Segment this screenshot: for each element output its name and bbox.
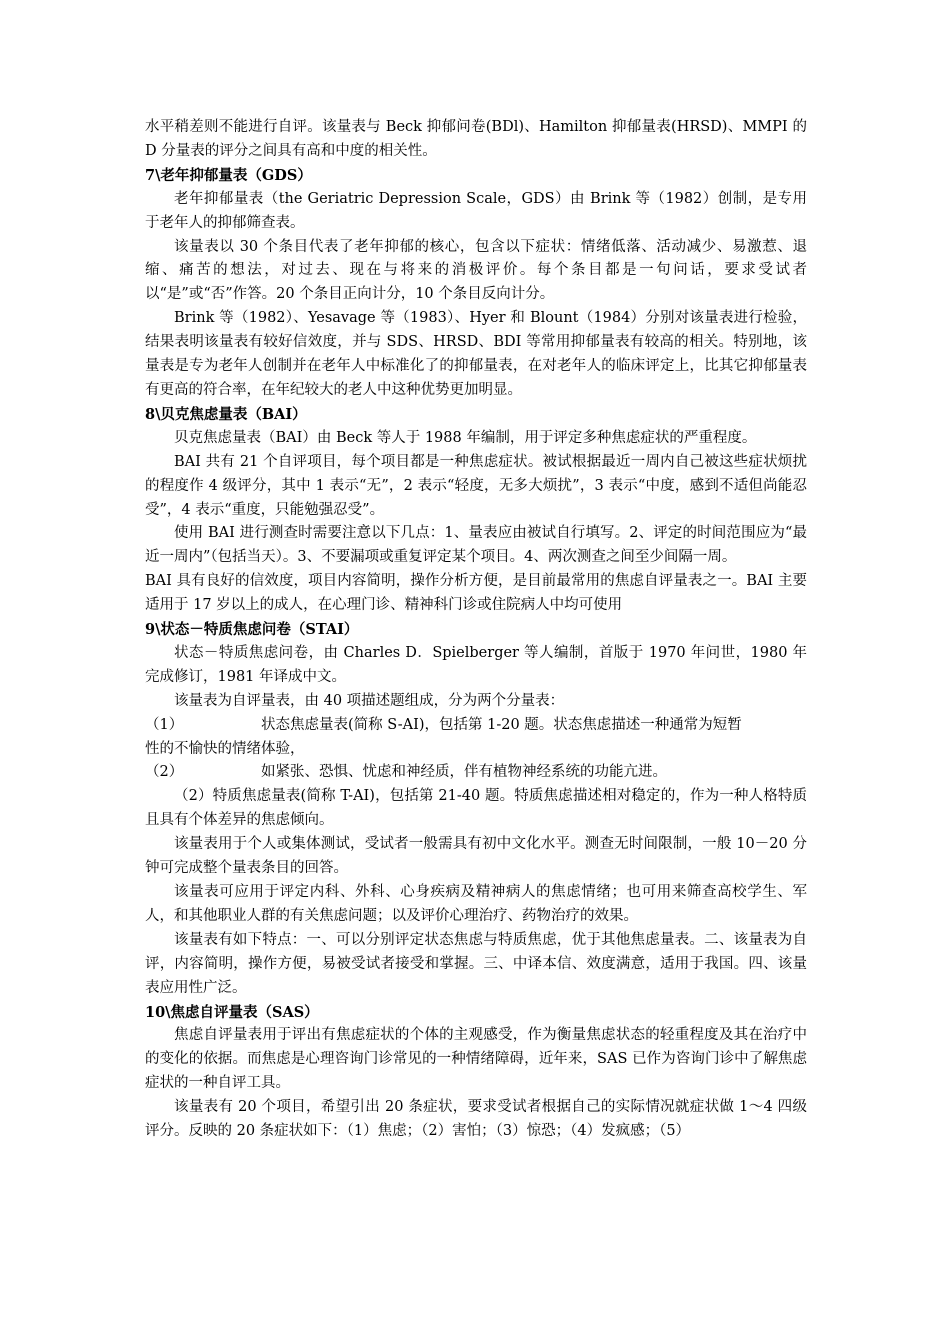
- paragraph: 该量表有 20 个项目，希望引出 20 条症状，要求受试者根据自己的实际情况就症状做 1～4 四级评分。反映的 20 条症状如下：（1）焦虑；（2）害怕；（3）惊恐；（4）发疯感；（5）: [145, 1099, 807, 1140]
- paragraph: 该量表用于个人或集体测试，受试者一般需具有初中文化水平。测查无时间限制，一般 10－20 分钟可完成整个量表条目的回答。: [145, 836, 807, 877]
- paragraph: Brink 等（1982）、Yesavage 等（1983）、Hyer 和 Blount（1984）分别对该量表进行检验，结果表明该量表有较好信效度，并与 SDS、HRSD、BDI 等常用抑郁量表有较高的相关。特别地，该量表是专为老年人创制并在老年人中标准化了的抑郁量表，在对老年人的临床评定上，比其它抑郁量表有更高的符合率，在年纪较大的老人中这种优势更加明显。: [145, 310, 807, 398]
- numbered-item: [145, 714, 807, 738]
- section-heading: 8\贝克焦虑量表（BAI）: [145, 405, 307, 423]
- paragraph: 该量表为自评量表，由 40 项描述题组成，分为两个分量表：: [174, 692, 565, 709]
- paragraph: （2）特质焦虑量表(简称 T-AI)，包括第 21-40 题。特质焦虑描述相对稳定的，作为一种人格特质且具有个体差异的焦虑倾向。: [145, 788, 807, 829]
- paragraph: 该量表以 30 个条目代表了老年抑郁的核心，包含以下症状：情绪低落、活动减少、易激惹、退缩、痛苦的想法，对过去、现在与将来的消极评价。每个条目都是一句问话，要求受试者以“是”或“否”作答。20 个条目正向计分，10 个条目反向计分。: [145, 238, 807, 303]
- paragraph: 老年抑郁量表（the Geriatric Depression Scale，GDS）由 Brink 等（1982）创制，是专用于老年人的抑郁筛查表。: [145, 190, 807, 231]
- paragraph: 该量表可应用于评定内科、外科、心身疾病及精神病人的焦虑情绪；也可用来筛查高校学生、军人，和其他职业人群的有关焦虑问题；以及评价心理治疗、药物治疗的效果。: [145, 884, 807, 924]
- paragraph: BAI 具有良好的信效度，项目内容简明，操作分析方便，是目前最常用的焦虑自评量表之一。BAI 主要适用于 17 岁以上的成人，在心理门诊、精神科门诊或住院病人中均可使用: [145, 573, 807, 614]
- section-heading: 9\状态－特质焦虑问卷（STAI）: [145, 621, 359, 639]
- paragraph: 使用 BAI 进行测查时需要注意以下几点：1、量表应由被试自行填写。2、评定的时间范围应为“最近一周内”（包括当天）。3、不要漏项或重复评定某个项目。4、两次测查之间至少间隔一周。: [145, 525, 807, 566]
- document-page: [145, 116, 807, 1144]
- item-continuation: 性的不愉快的情绪体验，: [145, 740, 305, 757]
- paragraph: 焦虑自评量表用于评出有焦虑症状的个体的主观感受，作为衡量焦虑状态的轻重程度及其在治疗中的变化的依据。而焦虑是心理咨询门诊常见的一种情绪障碍，近年来，SAS 已作为咨询门诊中了解焦虑症状的一种自评工具。: [145, 1027, 807, 1092]
- paragraph: 该量表有如下特点：一、可以分别评定状态焦虑与特质焦虑，优于其他焦虑量表。二、该量表为自评，内容简明，操作方便，易被受试者接受和掌握。三、中译本信、效度满意，适用于我国。四、该量表应用性广泛。: [145, 931, 807, 996]
- item-number: （2）: [145, 764, 184, 781]
- paragraph: 贝克焦虑量表（BAI）由 Beck 等人于 1988 年编制，用于评定多种焦虑症状的严重程度。: [174, 429, 757, 446]
- item-number: （1）: [145, 716, 184, 733]
- section-heading: 10\焦虑自评量表（SAS）: [145, 1003, 319, 1021]
- paragraph: BAI 共有 21 个自评项目，每个项目都是一种焦虑症状。被试根据最近一周内自己被这些症状烦扰的程度作 4 级评分，其中 1 表示“无”，2 表示“轻度，无多大烦扰”，3 表示“中度，感到不适但尚能忍受”，4 表示“重度，只能勉强忍受”。: [145, 453, 807, 518]
- item-text: 如紧张、恐惧、忧虑和神经质，伴有植物神经系统的功能亢进。: [261, 764, 667, 781]
- paragraph: 状态－特质焦虑问卷，由 Charles D．Spielberger 等人编制，首版于 1970 年问世，1980 年完成修订，1981 年译成中文。: [145, 644, 807, 685]
- item-text: 状态焦虑量表(简称 S-AI)，包括第 1-20 题。状态焦虑描述一种通常为短暂: [261, 716, 742, 733]
- paragraph: 水平稍差则不能进行自评。该量表与 Beck 抑郁问卷(BDl)、Hamilton 抑郁量表(HRSD)、MMPI 的 D 分量表的评分之间具有高和中度的相关性。: [145, 119, 807, 159]
- numbered-item: [145, 761, 807, 785]
- section-heading: 7\老年抑郁量表（GDS）: [145, 166, 312, 184]
